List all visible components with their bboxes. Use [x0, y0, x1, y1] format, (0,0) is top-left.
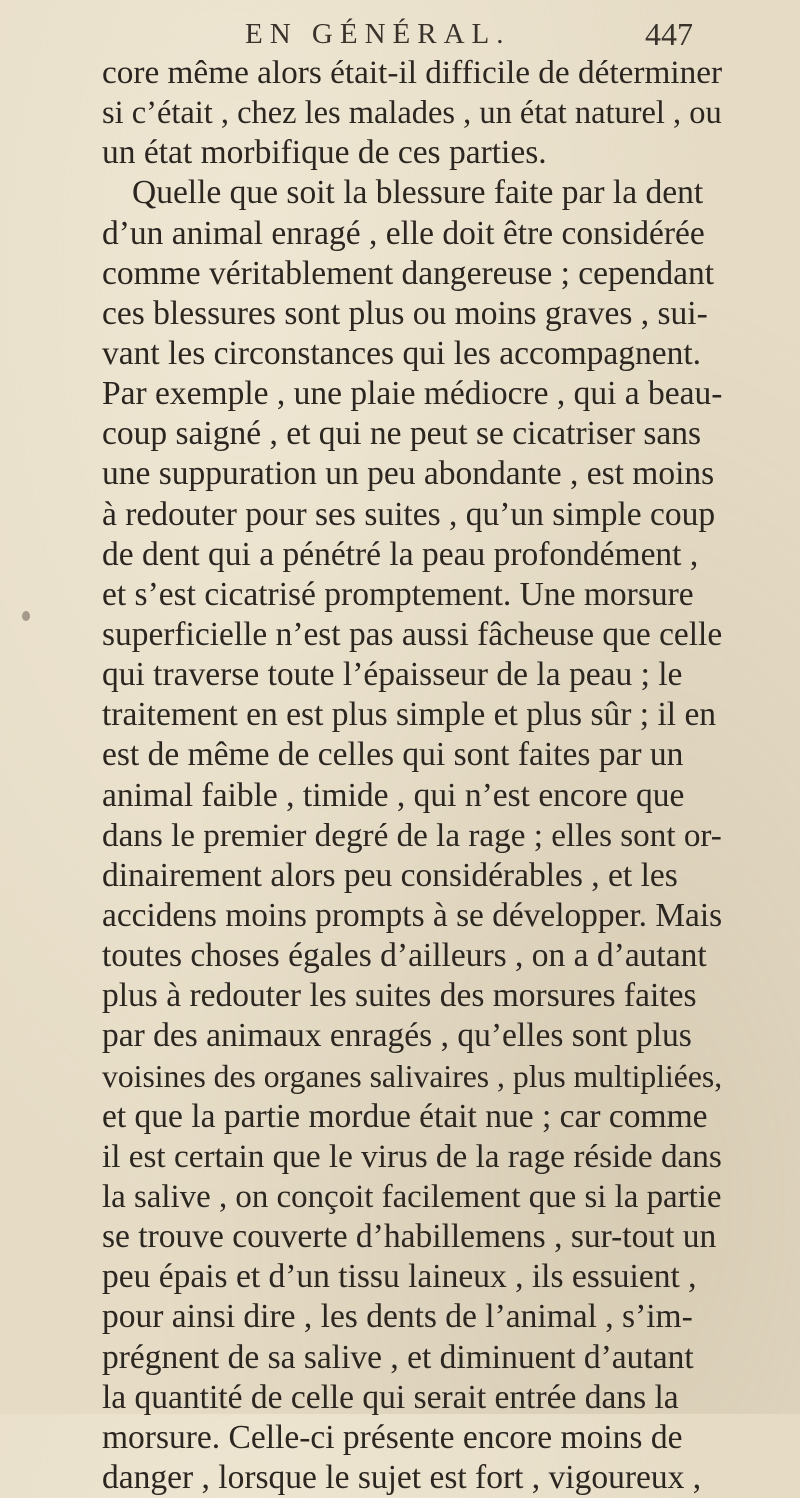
text-line: morsure. Celle-ci présente encore moins de: [102, 1418, 683, 1456]
body-text: [102, 53, 722, 1498]
text-line: accidens moins prompts à se développer. Mais: [102, 896, 723, 934]
text-line: dinairement alors peu considérables , et les: [102, 856, 678, 894]
text-line: pour ainsi dire , les dents de l’animal , s’im-: [102, 1298, 693, 1336]
text-line: et que la partie mordue était nue ; car comme: [102, 1097, 708, 1135]
text-line: qui traverse toute l’épaisseur de la peau ; le: [102, 656, 683, 694]
text-line: ces blessures sont plus ou moins graves , sui-: [102, 294, 708, 332]
text-line: une suppuration un peu abondante , est moins: [102, 455, 715, 493]
text-line: coup saigné , et qui ne peut se cicatriser sans: [102, 415, 702, 453]
text-line: plus à redouter les suites des morsures faites: [102, 977, 697, 1015]
paragraph-start-line: Quelle que soit la blessure faite par la dent: [132, 174, 704, 212]
text-line: et s’est cicatrisé promptement. Une morsure: [102, 575, 694, 613]
text-line: il est certain que le virus de la rage réside dans: [102, 1137, 722, 1175]
text-line: superficielle n’est pas aussi fâcheuse que celle: [102, 615, 723, 653]
ink-spot: [22, 611, 30, 621]
text-line: se trouve couverte d’habillemens , sur-tout un: [102, 1218, 717, 1256]
text-line: core même alors était-il difficile de déterminer: [102, 54, 723, 91]
text-line: voisines des organes salivaires , plus multipliées,: [102, 1058, 723, 1094]
text-line: danger , lorsque le sujet est fort , vigoureux ,: [102, 1458, 702, 1496]
text-line: d’un animal enragé , elle doit être considérée: [102, 214, 705, 252]
text-line: Par exemple , une plaie médiocre , qui a beau-: [102, 375, 723, 413]
text-line: est de même de celles qui sont faites par un: [102, 736, 684, 774]
running-head: EN GÉNÉRAL.: [245, 18, 511, 50]
text-line: par des animaux enragés , qu’elles sont plus: [102, 1017, 692, 1055]
text-line: si c’était , chez les malades , un état naturel , ou: [102, 95, 722, 132]
text-line: dans le premier degré de la rage ; elles sont or-: [102, 816, 722, 854]
text-line: traitement en est plus simple et plus sûr ; il en: [102, 696, 717, 734]
text-line: la salive , on conçoit facilement que si la partie: [102, 1178, 722, 1215]
text-line: prégnent de sa salive , et diminuent d’autant: [102, 1338, 694, 1376]
text-line: vant les circonstances qui les accompagnent.: [102, 334, 702, 372]
text-line: un état morbifique de ces parties.: [102, 134, 547, 172]
page-number: 447: [645, 16, 693, 52]
text-line: à redouter pour ses suites , qu’un simple coup: [102, 495, 716, 533]
text-line: toutes choses égales d’ailleurs , on a d’autant: [102, 937, 707, 975]
text-line: comme véritablement dangereuse ; cependant: [102, 254, 715, 292]
page-header: [0, 14, 800, 54]
text-line: animal faible , timide , qui n’est encore que: [102, 776, 685, 814]
text-line: de dent qui a pénétré la peau profondément ,: [102, 535, 699, 573]
text-line: la quantité de celle qui serait entrée dans la: [102, 1378, 679, 1416]
text-line: peu épais et d’un tissu laineux , ils essuient ,: [102, 1258, 697, 1296]
